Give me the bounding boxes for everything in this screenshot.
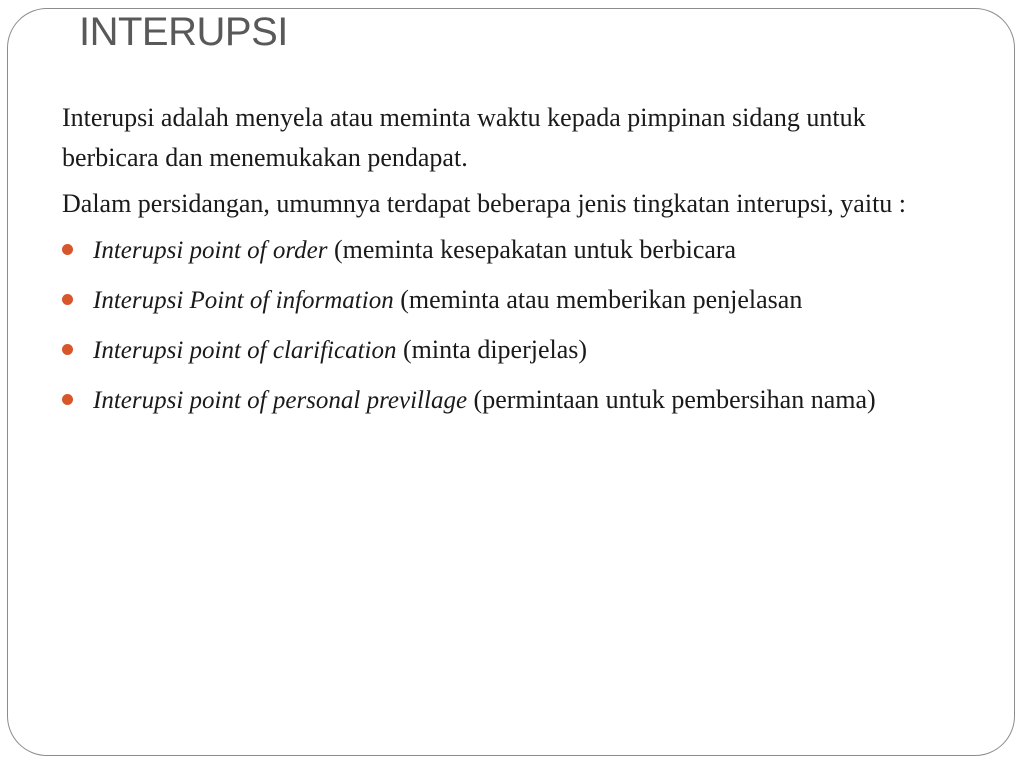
bullet-term: Interupsi Point of information — [93, 287, 394, 314]
list-item-point-of-information — [62, 280, 942, 321]
bullet-description: (minta diperjelas) — [396, 335, 588, 364]
bullet-description: (meminta atau memberikan penjelasan — [393, 285, 803, 314]
bullet-dot-icon — [62, 244, 73, 255]
bullet-description: (meminta kesepakatan untuk berbicara — [327, 235, 737, 264]
bullet-dot-icon — [62, 344, 73, 355]
list-item-point-of-order — [62, 230, 942, 271]
list-item-point-of-clarification — [62, 330, 942, 371]
slide-content — [62, 98, 942, 430]
bullet-dot-icon — [62, 394, 73, 405]
bullet-description: (permintaan untuk pembersihan nama) — [467, 385, 876, 414]
bullet-dot-icon — [62, 294, 73, 305]
list-item-personal-previllage — [62, 380, 942, 421]
intro-paragraph: Dalam persidangan, umumnya terdapat beberapa jenis tingkatan interupsi, yaitu : — [62, 189, 907, 218]
interruption-types-list — [62, 230, 942, 421]
definition-paragraph: Interupsi adalah menyela atau meminta waktu kepada pimpinan sidang untuk berbicara dan menemukakan pendapat. — [62, 103, 866, 172]
bullet-term: Interupsi point of clarification — [93, 337, 397, 364]
bullet-term: Interupsi point of personal previllage — [93, 387, 468, 414]
bullet-term: Interupsi point of order — [93, 237, 328, 264]
slide-title: INTERUPSI — [79, 10, 288, 54]
